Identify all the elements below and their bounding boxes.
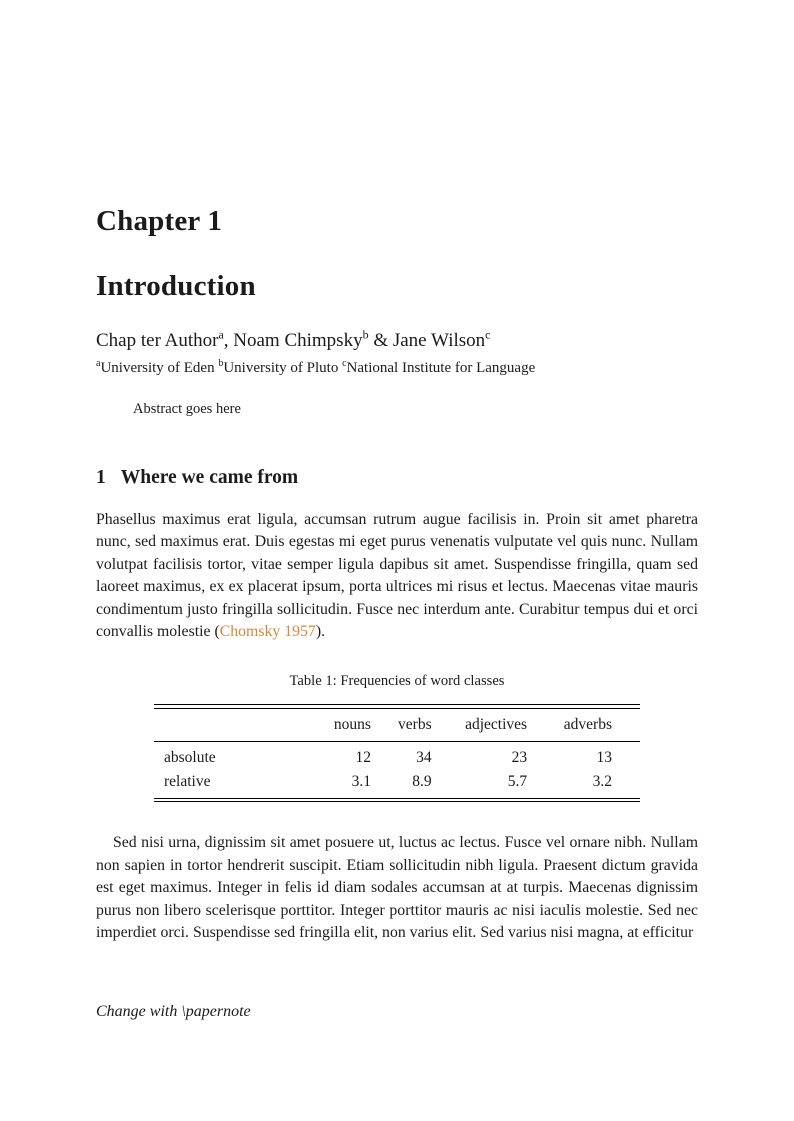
table-row	[154, 741, 640, 770]
citation-link[interactable]: Chomsky 1957	[219, 622, 316, 640]
cell-value: 13	[596, 748, 612, 766]
author-affiliation-mark: b	[362, 327, 369, 342]
abstract-text: Abstract goes here	[133, 400, 241, 417]
paragraph-1-text: Phasellus maximus erat ligula, accumsan rutrum augue facilisis in. Proin sit amet pharetra nunc, sed maximus erat. Duis egestas mi eget purus venenatis vulputate vel quis nunc. Nullam volutpat facilisis tortor, vitae semper ligula dapibus sit amet. Suspendisse fringilla, quam sed laoreet maximus, ex ex placerat ipsum, porta ultrices mi risus et lectus. Maecenas vitae mauris condimentum justo fringilla sollicitudin. Fusce nec interdum ante. Curabitur tempus dui et orci convallis molestie (	[96, 510, 698, 640]
table-header-stub	[154, 708, 306, 741]
table-header-row	[154, 708, 640, 741]
footer-note: Change with \papernote	[96, 1003, 251, 1020]
word-class-table-frame	[154, 704, 640, 802]
author-line	[96, 329, 698, 354]
author-name: Jane Wilson	[392, 329, 486, 351]
affiliation-text: University of Pluto	[223, 360, 343, 377]
table-header-verbs: verbs	[371, 708, 432, 741]
author-affiliation-mark: c	[485, 327, 491, 342]
section-title: Where we came from	[120, 466, 299, 488]
cell-value: 34	[416, 748, 432, 766]
section-heading	[96, 467, 698, 489]
paper-title: Introduction	[96, 270, 256, 303]
row-label: absolute	[164, 748, 216, 766]
paragraph-1-end: ).	[315, 622, 326, 640]
table-header-adjectives: adjectives	[432, 708, 527, 741]
table-row	[154, 770, 640, 799]
cell-value: 3.1	[351, 772, 371, 790]
row-label: relative	[164, 772, 211, 790]
affiliation-line	[96, 359, 698, 379]
cell-value: 3.2	[592, 772, 612, 790]
table-caption: Table 1: Frequencies of word classes	[289, 673, 505, 690]
paragraph-1	[96, 509, 698, 644]
table-header-adverbs: adverbs	[527, 708, 640, 741]
author-affiliation-mark: a	[218, 327, 224, 342]
author-separator: ,	[223, 329, 234, 351]
cell-value: 8.9	[412, 772, 432, 790]
cell-value: 5.7	[507, 772, 528, 790]
cell-value: 12	[355, 748, 371, 766]
author-name: Chap ter Author	[96, 329, 219, 351]
cell-value: 23	[511, 748, 528, 766]
section-number: 1	[96, 466, 106, 488]
affiliation-text: National Institute for Language	[346, 360, 536, 377]
author-separator: &	[368, 329, 393, 351]
paragraph-2: Sed nisi urna, dignissim sit amet posuere ut, luctus ac lectus. Fusce vel ornare nibh. Nullam non sapien in tortor hendrerit suscipit. Etiam sollicitudin nibh ligula. Praesent dictum gravida est eget maximus. Integer in felis id diam sodales accumsan at at turpis. Maecenas dignissim purus non libero scelerisque porttitor. Integer porttitor mauris ac nisi iaculis molestie. Sed nec imperdiet orci. Suspendisse sed fringilla elit, non varius elit. Sed varius nisi magna, at efficitur	[96, 834, 698, 942]
affiliation-mark: b	[218, 358, 224, 370]
affiliation-mark: c	[342, 358, 347, 370]
author-name: Noam Chimpsky	[233, 329, 363, 351]
table-header-nouns: nouns	[306, 708, 371, 741]
chapter-heading: Chapter 1	[96, 205, 223, 237]
affiliation-mark: a	[96, 358, 101, 370]
affiliation-text: University of Eden	[100, 360, 219, 377]
word-class-table	[154, 708, 640, 799]
